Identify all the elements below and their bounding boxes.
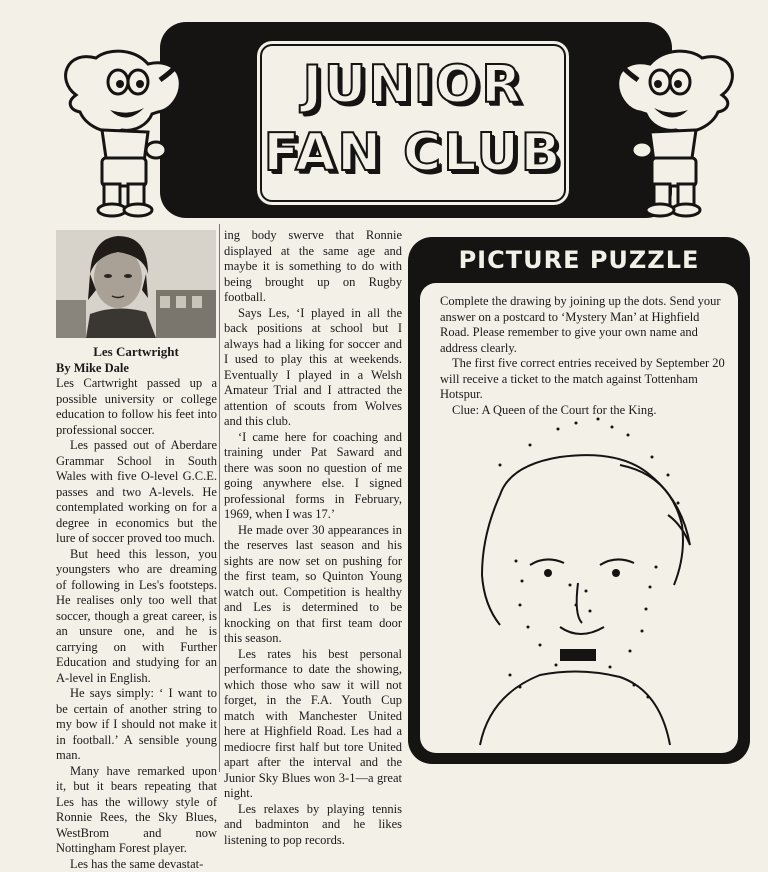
article-paragraph: But heed this lesson, you youngsters who are dreaming of following in Les's footsteps. He realises only too well that soccer, though a great career, is an unsure one, and he is carrying on with Further Education and studying for an A-level in English. [56,547,217,687]
article-paragraph: Les rates his best personal performance to date the showing, which those who saw it will not forget, in the F.A. Youth Cup match with Manchester United here at Highfield Road. Les had a mediocre first half but tore United apart after the interval and the Junior Sky Blues won 3-1—a great night. [224,647,402,802]
photo-caption: Les Cartwright [56,344,216,360]
column-divider [219,224,220,772]
title-box [254,38,572,208]
article-paragraph: Les Cartwright passed up a possible university or college education to follow his feet into professional soccer. [56,376,217,438]
puzzle-instructions [440,294,728,418]
title-line-junior: JUNIOR [257,55,569,115]
puzzle-paragraph: Complete the drawing by joining up the dots. Send your answer on a postcard to ‘Mystery Man’ at Highfield Road. Please remember to give your own name and address clearly. [440,294,728,356]
article-paragraph: Says Les, ‘I played in all the back positions at school but I always had a liking for soccer and I used to play this at weekends. Eventually I played in a Welsh Amateur Trial and I attracted the attention of scouts from Wolves and this club. [224,306,402,430]
article-paragraph: He says simply: ‘ I want to be certain of another string to my bow if I should not make it in football.’ A sensible young man. [56,686,217,764]
article-paragraph: Les relaxes by playing tennis and badminton and he likes listening to pop records. [224,802,402,849]
article-column-1 [56,376,217,872]
puzzle-paragraph: The first five correct entries received by September 20 will receive a ticket to the match against Tottenham Hotspur. [440,356,728,403]
dot-to-dot-face-drawing [420,405,738,753]
article-paragraph: ‘I came here for coaching and training under Pat Saward and there was soon no question of me going anywhere else. I signed professional forms in February, 1969, when I was 17.’ [224,430,402,523]
article-paragraph: ing body swerve that Ronnie displayed at the same age and maybe it is something to do with being brought up on Rugby football. [224,228,402,306]
article-paragraph: He made over 30 appearances in the reserves last season and his sights are now set on pushing for the first team, so Quinton Young watch out. Competition is healthy and Les is determined to be knocking on that first team door this season. [224,523,402,647]
article-paragraph: Les passed out of Aberdare Grammar School in South Wales with five O-level G.C.E. passes and two A-levels. He contemplated working on for a degree in economics but the lure of soccer proved too much. [56,438,217,547]
elephant-mascot-left-icon [56,40,186,220]
title-line-fan-club: FAN CLUB [257,123,569,183]
puzzle-title: PICTURE PUZZLE [408,246,750,274]
article-paragraph: Les has the same devastat- [56,857,217,872]
player-portrait-photo [56,230,216,338]
puzzle-paragraph: Clue: A Queen of the Court for the King. [440,403,728,419]
elephant-mascot-right-icon [612,40,742,220]
article-paragraph: Many have remarked upon it, but it bears repeating that Les has the willowy style of Ronnie Rees, the Sky Blues, WestBrom and now Nottingham Forest player. [56,764,217,857]
byline: By Mike Dale [56,361,129,376]
article-column-2 [224,228,402,848]
